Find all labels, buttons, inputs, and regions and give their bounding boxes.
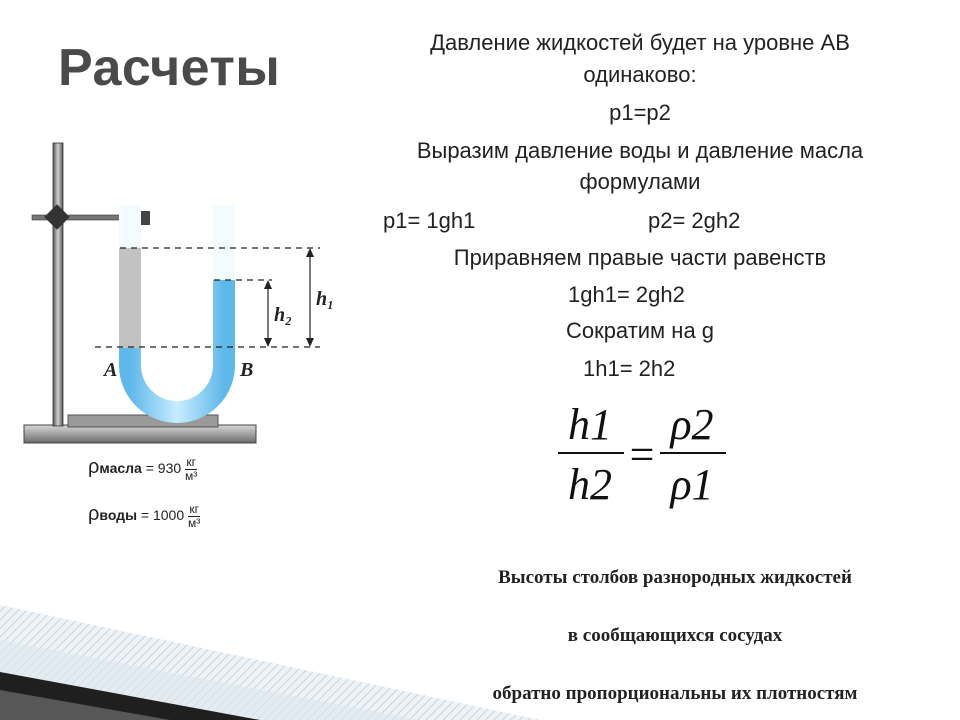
equation-2: 1h1= 2h2 bbox=[583, 356, 676, 381]
water-density-value: = 1000 bbox=[140, 507, 185, 524]
density-oil bbox=[88, 456, 197, 483]
fraction-num-left: h1 bbox=[568, 400, 612, 449]
unit-denominator: м³ bbox=[188, 516, 201, 530]
fraction-formula bbox=[540, 395, 740, 515]
text-line-equal-cont: одинаково: bbox=[583, 62, 697, 87]
text-line-formulas: формулами bbox=[579, 169, 701, 194]
fraction-num-right: ρ2 bbox=[670, 400, 714, 449]
label-h2: h₂ bbox=[274, 304, 293, 326]
equation-1: 1gh1= 2gh2 bbox=[568, 282, 685, 307]
text-line-express: Выразим давление воды и давление масла bbox=[416, 138, 864, 163]
fraction-den-left: h2 bbox=[568, 460, 612, 509]
page-title: Расчеты bbox=[58, 39, 281, 97]
unit-denominator: м³ bbox=[185, 469, 198, 483]
u-tube-diagram bbox=[20, 135, 350, 450]
label-b: B bbox=[240, 359, 254, 381]
water-label: воды bbox=[99, 507, 138, 524]
stand-pole bbox=[53, 143, 63, 426]
density-water bbox=[88, 503, 200, 530]
conclusion-line-3: обратно пропорциональны их плотностям bbox=[492, 683, 858, 704]
text-line-cancel: Сократим на g bbox=[565, 318, 715, 343]
u-tube bbox=[130, 205, 224, 412]
oil-density-value: = 930 bbox=[145, 460, 182, 477]
label-a: A bbox=[104, 359, 118, 381]
oil-column bbox=[119, 248, 141, 348]
fraction-den-right: ρ1 bbox=[670, 460, 714, 509]
text-line-p1p2: p1=p2 bbox=[609, 100, 671, 125]
formula-p1: p1= 1gh1 bbox=[383, 208, 476, 233]
conclusion-line-1: Высоты столбов разнородных жидкостей bbox=[498, 567, 852, 588]
unit-numerator: кг bbox=[186, 455, 196, 469]
text-line-pressure-equal: Давление жидкостей будет на уровне АВ bbox=[430, 30, 850, 55]
rho-symbol: ρ bbox=[88, 456, 100, 479]
rho-symbol: ρ bbox=[88, 503, 100, 526]
unit-numerator: кг bbox=[189, 502, 199, 516]
oil-label: масла bbox=[99, 460, 142, 477]
text-line-equate: Приравняем правые части равенств bbox=[453, 245, 827, 270]
conclusion-line-2: в сообщающихся сосудах bbox=[567, 625, 783, 646]
formula-p2: p2= 2gh2 bbox=[648, 208, 741, 233]
fraction-equals: = bbox=[629, 430, 655, 479]
label-h1: h₁ bbox=[316, 288, 335, 310]
stand-base bbox=[24, 425, 256, 443]
